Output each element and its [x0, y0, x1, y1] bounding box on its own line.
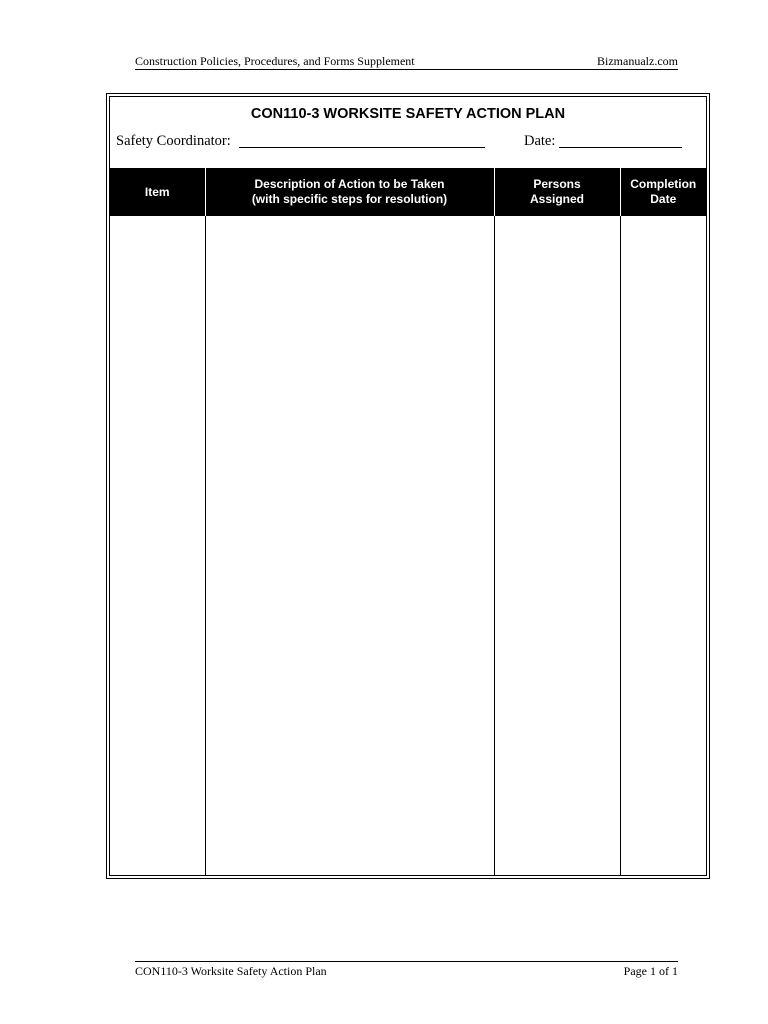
completion-date-cell[interactable]	[620, 216, 706, 875]
action-plan-table	[110, 168, 706, 875]
form-body	[109, 96, 707, 876]
column-header-completion-date: Completion Date	[620, 168, 706, 216]
header-right-text: Bizmanualz.com	[597, 54, 678, 68]
form-fields-row	[116, 132, 682, 150]
item-cell[interactable]	[110, 216, 205, 875]
footer-left-text: CON110-3 Worksite Safety Action Plan	[135, 964, 327, 978]
safety-coordinator-field[interactable]	[239, 147, 485, 148]
form-title: CON110-3 WORKSITE SAFETY ACTION PLAN	[250, 106, 566, 122]
date-label: Date:	[524, 133, 556, 149]
table-row	[110, 216, 706, 875]
persons-assigned-cell[interactable]	[494, 216, 620, 875]
description-cell[interactable]	[205, 216, 494, 875]
column-header-description: Description of Action to be Taken (with specific steps for resolution)	[205, 168, 494, 216]
page-footer	[135, 961, 678, 979]
page-number: Page 1 of 1	[623, 964, 678, 978]
table-header-row	[110, 168, 706, 216]
column-header-item: Item	[110, 168, 205, 216]
safety-coordinator-label: Safety Coordinator:	[116, 133, 231, 149]
column-header-persons-assigned: Persons Assigned	[494, 168, 620, 216]
date-field[interactable]	[559, 147, 682, 148]
form-frame	[106, 93, 710, 879]
header-left-text: Construction Policies, Procedures, and Forms Supplement	[135, 54, 415, 68]
page-header	[135, 54, 678, 70]
